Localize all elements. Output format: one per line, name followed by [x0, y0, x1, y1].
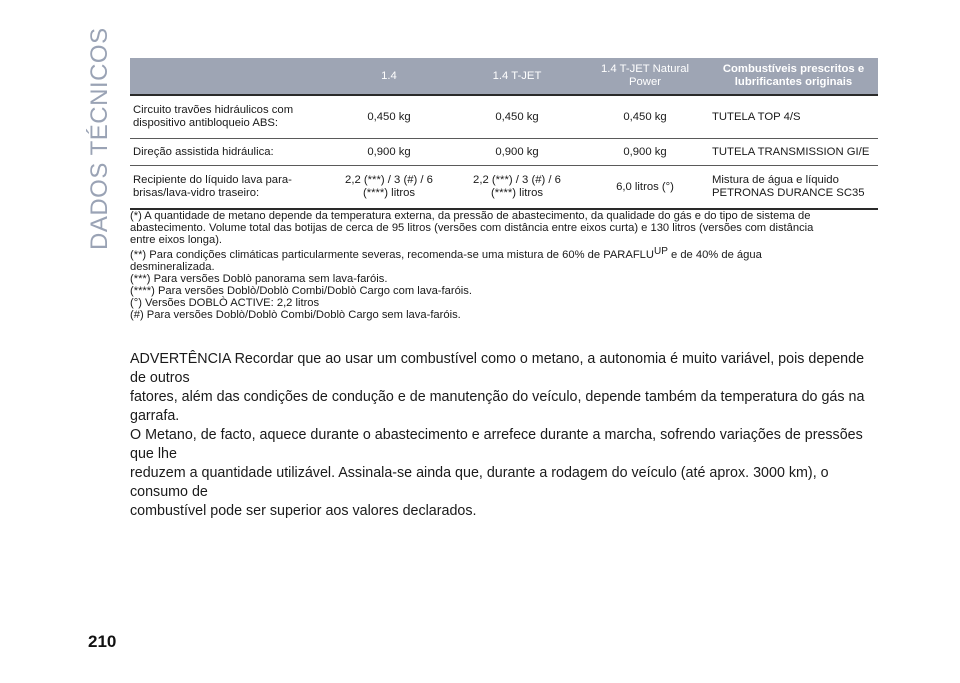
footnote-3: (***) Para versões Doblò panorama sem lava-faróis. — [130, 273, 388, 285]
warning-line: reduzem a quantidade utilizável. Assinala-se ainda que, durante a rodagem do veículo (até aprox. 3000 km), o consumo de — [130, 465, 829, 500]
row-label — [130, 166, 325, 210]
footnote-6: (#) Para versões Doblò/Doblò Combi/Doblò Cargo sem lava-faróis. — [130, 309, 461, 321]
footnote-5: (°) Versões DOBLÒ ACTIVE: 2,2 litros — [130, 297, 320, 309]
value-line: PETRONAS DURANCE SC35 — [712, 187, 865, 199]
header-fuels-line2: lubrificantes originais — [734, 76, 853, 88]
row-label-line: brisas/lava-vidro traseiro: — [133, 187, 260, 199]
header-natural-power — [581, 58, 709, 95]
value-natural-power: 0,900 kg — [581, 139, 709, 166]
row-label-line: Circuito travões hidráulicos com — [133, 104, 294, 116]
warning-line: fatores, além das condições de condução e de manutenção do veículo, depende também da temperatura do gás na garrafa. — [130, 389, 865, 424]
value-natural-power: 0,450 kg — [581, 95, 709, 139]
value-natural-power: 6,0 litros (°) — [581, 166, 709, 210]
value-1-4-tjet: 0,450 kg — [453, 95, 581, 139]
row-label-line: dispositivo antibloqueio ABS: — [133, 117, 279, 129]
value-1-4-tjet — [453, 166, 581, 210]
warning-paragraph — [130, 350, 878, 521]
row-label — [130, 95, 325, 139]
footnotes — [130, 210, 878, 321]
footnote-line: desmineralizada. — [130, 261, 215, 273]
footnote-2 — [130, 246, 878, 273]
value-line: 2,2 (***) / 3 (#) / 6 — [345, 174, 433, 186]
footnote-line: abastecimento. Volume total das botijas de cerca de 95 litros (versões com distância entre eixos curta) e 130 litros (versões com distância — [130, 222, 814, 234]
value-1-4: 0,900 kg — [325, 139, 453, 166]
footnote-4: (****) Para versões Doblò/Doblò Combi/Doblò Cargo com lava-faróis. — [130, 285, 472, 297]
value-1-4 — [325, 166, 453, 210]
header-natural-power-line2: Power — [628, 76, 662, 88]
value-1-4: 0,450 kg — [325, 95, 453, 139]
value-1-4-tjet: 0,900 kg — [453, 139, 581, 166]
section-title: DADOS TÉCNICOS — [86, 27, 113, 250]
page-number: 210 — [88, 632, 117, 651]
footnote-text: (**) Para condições climáticas particularmente severas, recomenda-se uma mistura de 60% de PARAFLU — [130, 249, 654, 261]
header-1-4: 1.4 — [325, 58, 453, 95]
value-product — [709, 166, 878, 210]
row-label: Direção assistida hidráulica: — [130, 139, 325, 166]
value-line: (****) litros — [362, 187, 416, 199]
value-line: 2,2 (***) / 3 (#) / 6 — [473, 174, 561, 186]
fluids-table — [130, 58, 878, 210]
value-line: Mistura de água e líquido — [712, 174, 839, 186]
warning-line: O Metano, de facto, aquece durante o abastecimento e arrefece durante a marcha, sofrendo variações de pressões que lhe — [130, 427, 863, 462]
warning-line: combustível pode ser superior aos valores declarados. — [130, 503, 477, 519]
value-line: (****) litros — [490, 187, 544, 199]
table-header-row — [130, 58, 878, 95]
header-empty — [130, 58, 325, 95]
header-fuels-line1: Combustíveis prescritos e — [722, 63, 865, 75]
footnote-line: entre eixos longa). — [130, 234, 223, 246]
table-row — [130, 95, 878, 139]
footnote-line: (*) A quantidade de metano depende da temperatura externa, da pressão de abastecimento, da qualidade do gás e do tipo de sistema de — [130, 210, 811, 222]
table-row — [130, 139, 878, 166]
footnote-text: e de 40% de água — [667, 249, 762, 261]
header-fuels-lubricants — [709, 58, 878, 95]
value-product: TUTELA TRANSMISSION GI/E — [709, 139, 878, 166]
footnote-1 — [130, 210, 878, 246]
header-1-4-tjet: 1.4 T-JET — [453, 58, 581, 95]
warning-line: ADVERTÊNCIA Recordar que ao usar um combustível como o metano, a autonomia é muito variável, pois depende de outros — [130, 351, 865, 386]
superscript: UP — [653, 246, 668, 257]
value-product: TUTELA TOP 4/S — [709, 95, 878, 139]
header-natural-power-line1: 1.4 T-JET Natural — [600, 63, 690, 75]
table-row — [130, 166, 878, 210]
row-label-line: Recipiente do líquido lava para- — [133, 174, 292, 186]
